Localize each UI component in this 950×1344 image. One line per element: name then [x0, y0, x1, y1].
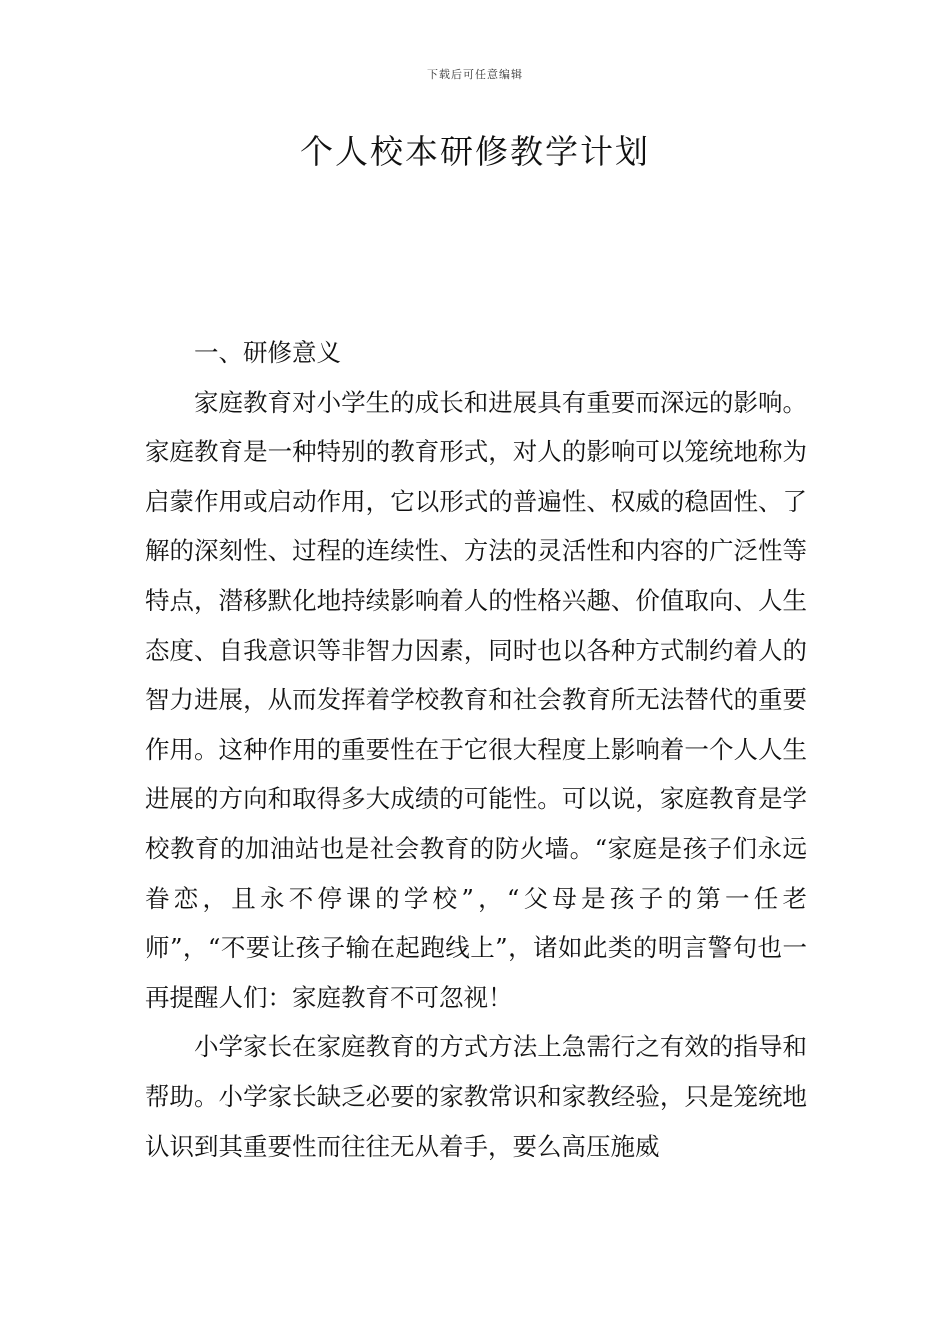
header-note: 下载后可任意编辑 — [427, 68, 523, 81]
paragraph: 小学家长在家庭教育的方式方法上急需行之有效的指导和帮助。小学家长缺乏必要的家教常识和家教经验，只是笼统地认识到其重要性而往往无从着手，要么高压施威 — [145, 1032, 807, 1161]
document-body — [145, 328, 807, 1171]
document-title: 个人校本研修教学计划 — [300, 132, 650, 171]
section-heading: 一、研修意义 — [194, 338, 341, 367]
paragraph: 家庭教育对小学生的成长和进展具有重要而深远的影响。家庭教育是一种特别的教育形式，对人的影响可以笼统地称为启蒙作用或启动作用，它以形式的普遍性、权威的稳固性、了解的深刻性、过程的连续性、方法的灵活性和内容的广泛性等特点，潜移默化地持续影响着人的性格兴趣、价值取向、人生态度、自我意识等非智力因素，同时也以各种方式制约着人的智力进展，从而发挥着学校教育和社会教育所无法替代的重要作用。这种作用的重要性在于它很大程度上影响着一个人人生进展的方向和取得多大成绩的可能性。可以说，家庭教育是学校教育的加油站也是社会教育的防火墙。“家庭是孩子们永远眷恋，且永不停课的学校”，“父母是孩子的第一任老师”，“不要让孩子输在起跑线上”，诸如此类的明言警句也一再提醒人们：家庭教育不可忽视！ — [145, 387, 807, 1012]
